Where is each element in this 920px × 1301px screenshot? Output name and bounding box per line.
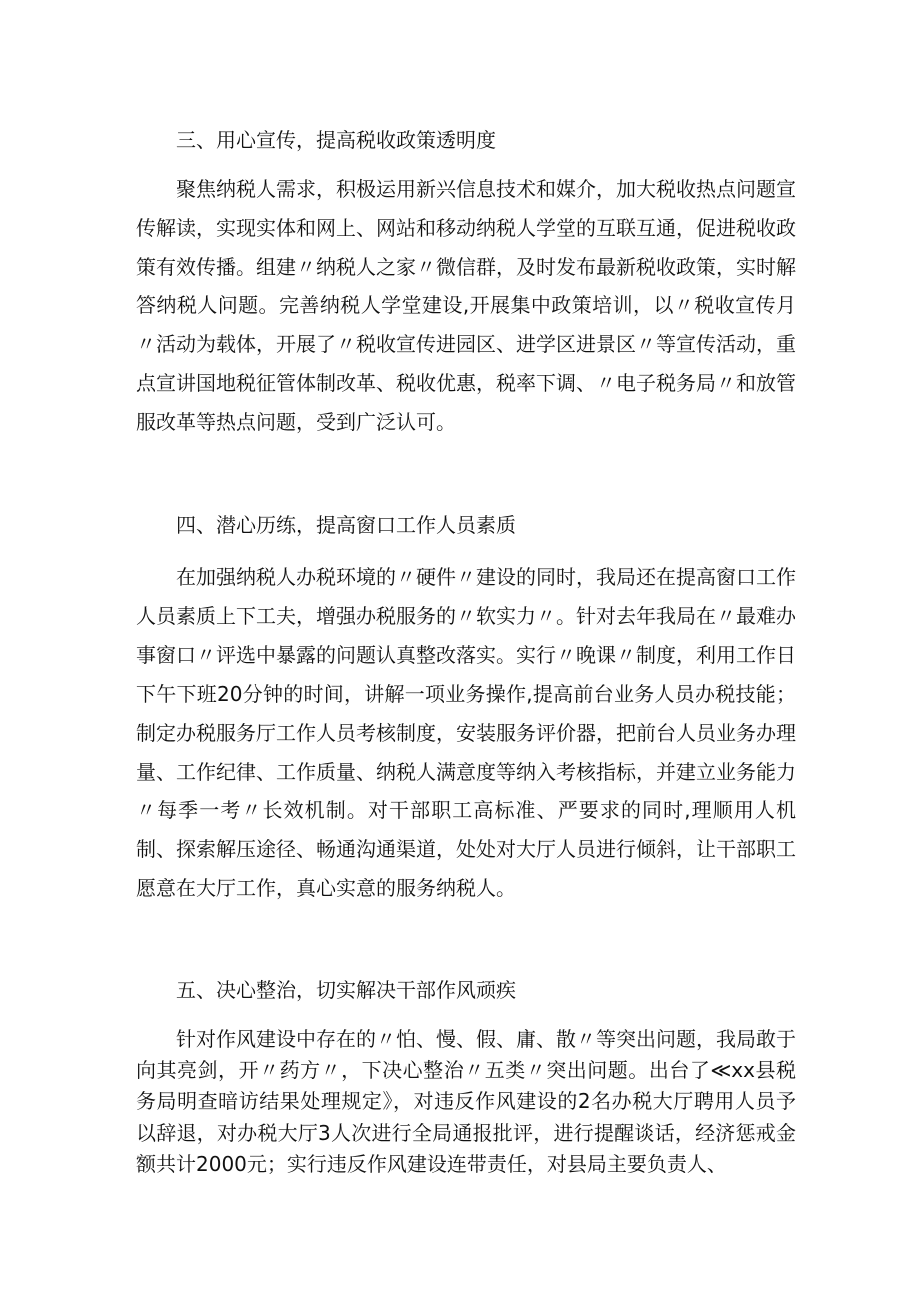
section-heading-5: 五、决心整治，切实解决干部作风顽疾 (176, 978, 516, 1002)
section-heading-4: 四、潜心历练，提高窗口工作人员素质 (176, 513, 516, 537)
section-heading-3: 三、用心宣传，提高税收政策透明度 (176, 128, 496, 152)
section-body-3: 聚焦纳税人需求，积极运用新兴信息技术和媒介，加大税收热点问题宣传解读，实现实体和网上、网站和移动纳税人学堂的互联互通，促进税收政策有效传播。组建〃纳税人之家〃微信群，及时发布最新税收政策，实时解答纳税人问题。完善纳税人学堂建设,开展集中政策培训，以〃税收宣传月〃活动为载体，开展了〃税收宣传进园区、进学区进景区〃等宣传活动，重点宣讲国地税征管体制改革、税收优惠，税率下调、〃电子税务局〃和放管服改革等热点问题，受到广泛认可。 (136, 177, 796, 434)
section-body-4: 在加强纳税人办税环境的〃硬件〃建设的同时，我局还在提高窗口工作人员素质上下工夫，增强办税服务的〃软实力〃。针对去年我局在〃最难办事窗口〃评选中暴露的问题认真整改落实。实行〃晚课〃制度，利用工作日下午下班20分钟的时间，讲解一项业务操作,提高前台业务人员办税技能；制定办税服务厅工作人员考核制度，安装服务评价器，把前台人员业务办理量、工作纪律、工作质量、纳税人满意度等纳入考核指标，并建立业务能力〃每季一考〃长效机制。对干部职工高标准、严要求的同时,理顺用人机制、探索解压途径、畅通沟通渠道，处处对大厅人员进行倾斜，让干部职工愿意在大厅工作，真心实意的服务纳税人。 (136, 565, 796, 901)
section-body-5: 针对作风建设中存在的〃怕、慢、假、庸、散〃等突出问题，我局敢于向其亮剑，开〃药方〃，下决心整治〃五类〃突出问题。出台了≪xx县税务局明查暗访结果处理规定》，对违反作风建设的2名办税大厅聘用人员予以辞退，对办税大厅3人次进行全局通报批评，进行提醒谈话，经济惩戒金额共计2000元；实行违反作风建设连带责任，对县局主要负责人、 (136, 1027, 796, 1176)
